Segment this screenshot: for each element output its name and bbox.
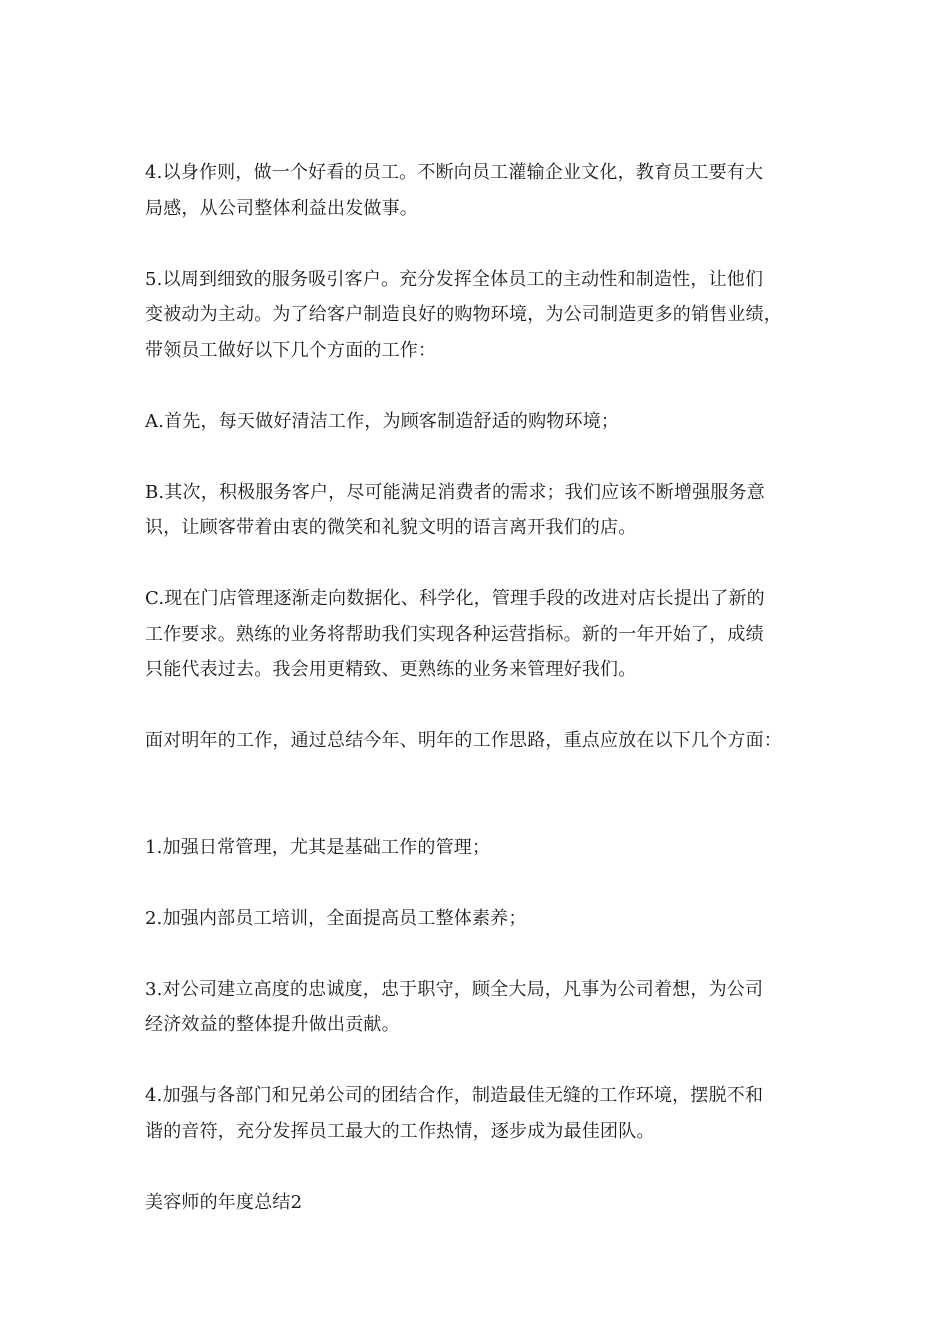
paragraph-spacer — [145, 226, 805, 262]
paragraph-spacer — [145, 936, 805, 972]
paragraph-item-4-lead-by-example: 4.以身作则，做一个好看的员工。不断向员工灌输企业文化，教育员工要有大 局感，从公司整体利益出发做事。 — [145, 162, 764, 219]
paragraph-next-year-intro: 面对明年的工作，通过总结今年、明年的工作思路，重点应放在以下几个方面： — [145, 730, 782, 751]
paragraph-sub-a-cleaning: A.首先，每天做好清洁工作，为顾客制造舒适的购物环境； — [145, 410, 620, 432]
document-body — [145, 155, 805, 1220]
paragraph-plan-3-loyalty: 3.对公司建立高度的忠诚度，忠于职守，顾全大局，凡事为公司着想，为公司 经济效益的整体提升做出贡献。 — [145, 978, 764, 1035]
paragraph-plan-2-training: 2.加强内部员工培训，全面提高员工整体素养； — [145, 907, 527, 929]
paragraph-plan-4-teamwork: 4.加强与各部门和兄弟公司的团结合作，制造最佳无缝的工作环境，摆脱不和 谐的音符，充分发挥员工最大的工作热情，逐步成为最佳团队。 — [145, 1085, 764, 1142]
paragraph-plan-1-daily-management: 1.加强日常管理，尤其是基础工作的管理； — [145, 836, 491, 858]
paragraph-spacer — [145, 368, 805, 404]
paragraph-spacer — [145, 865, 805, 901]
paragraph-spacer — [145, 546, 805, 582]
section-heading: 美容师的年度总结2 — [145, 1191, 303, 1213]
paragraph-spacer — [145, 439, 805, 475]
paragraph-spacer — [145, 1149, 805, 1185]
paragraph-spacer — [145, 688, 805, 724]
paragraph-spacer — [145, 1043, 805, 1079]
paragraph-sub-c-management: C.现在门店管理逐渐走向数据化、科学化，管理手段的改进对店长提出了新的 工作要求。熟练的业务将帮助我们实现各种运营指标。新的一年开始了，成绩 只能代表过去。我会用更精致、更熟练的业务来管理好我们。 — [145, 588, 765, 680]
paragraph-item-5-attract-customers: 5.以周到细致的服务吸引客户。充分发挥全体员工的主动性和制造性，让他们 变被动为主动。为了给客户制造良好的购物环境，为公司制造更多的销售业绩， 带领员工做好以下几个方面的工作： — [145, 268, 782, 361]
paragraph-spacer — [145, 759, 805, 830]
paragraph-sub-b-service: B.其次，积极服务客户，尽可能满足消费者的需求；我们应该不断增强服务意 识，让顾客带着由衷的微笑和礼貌文明的语言离开我们的店。 — [145, 481, 765, 538]
